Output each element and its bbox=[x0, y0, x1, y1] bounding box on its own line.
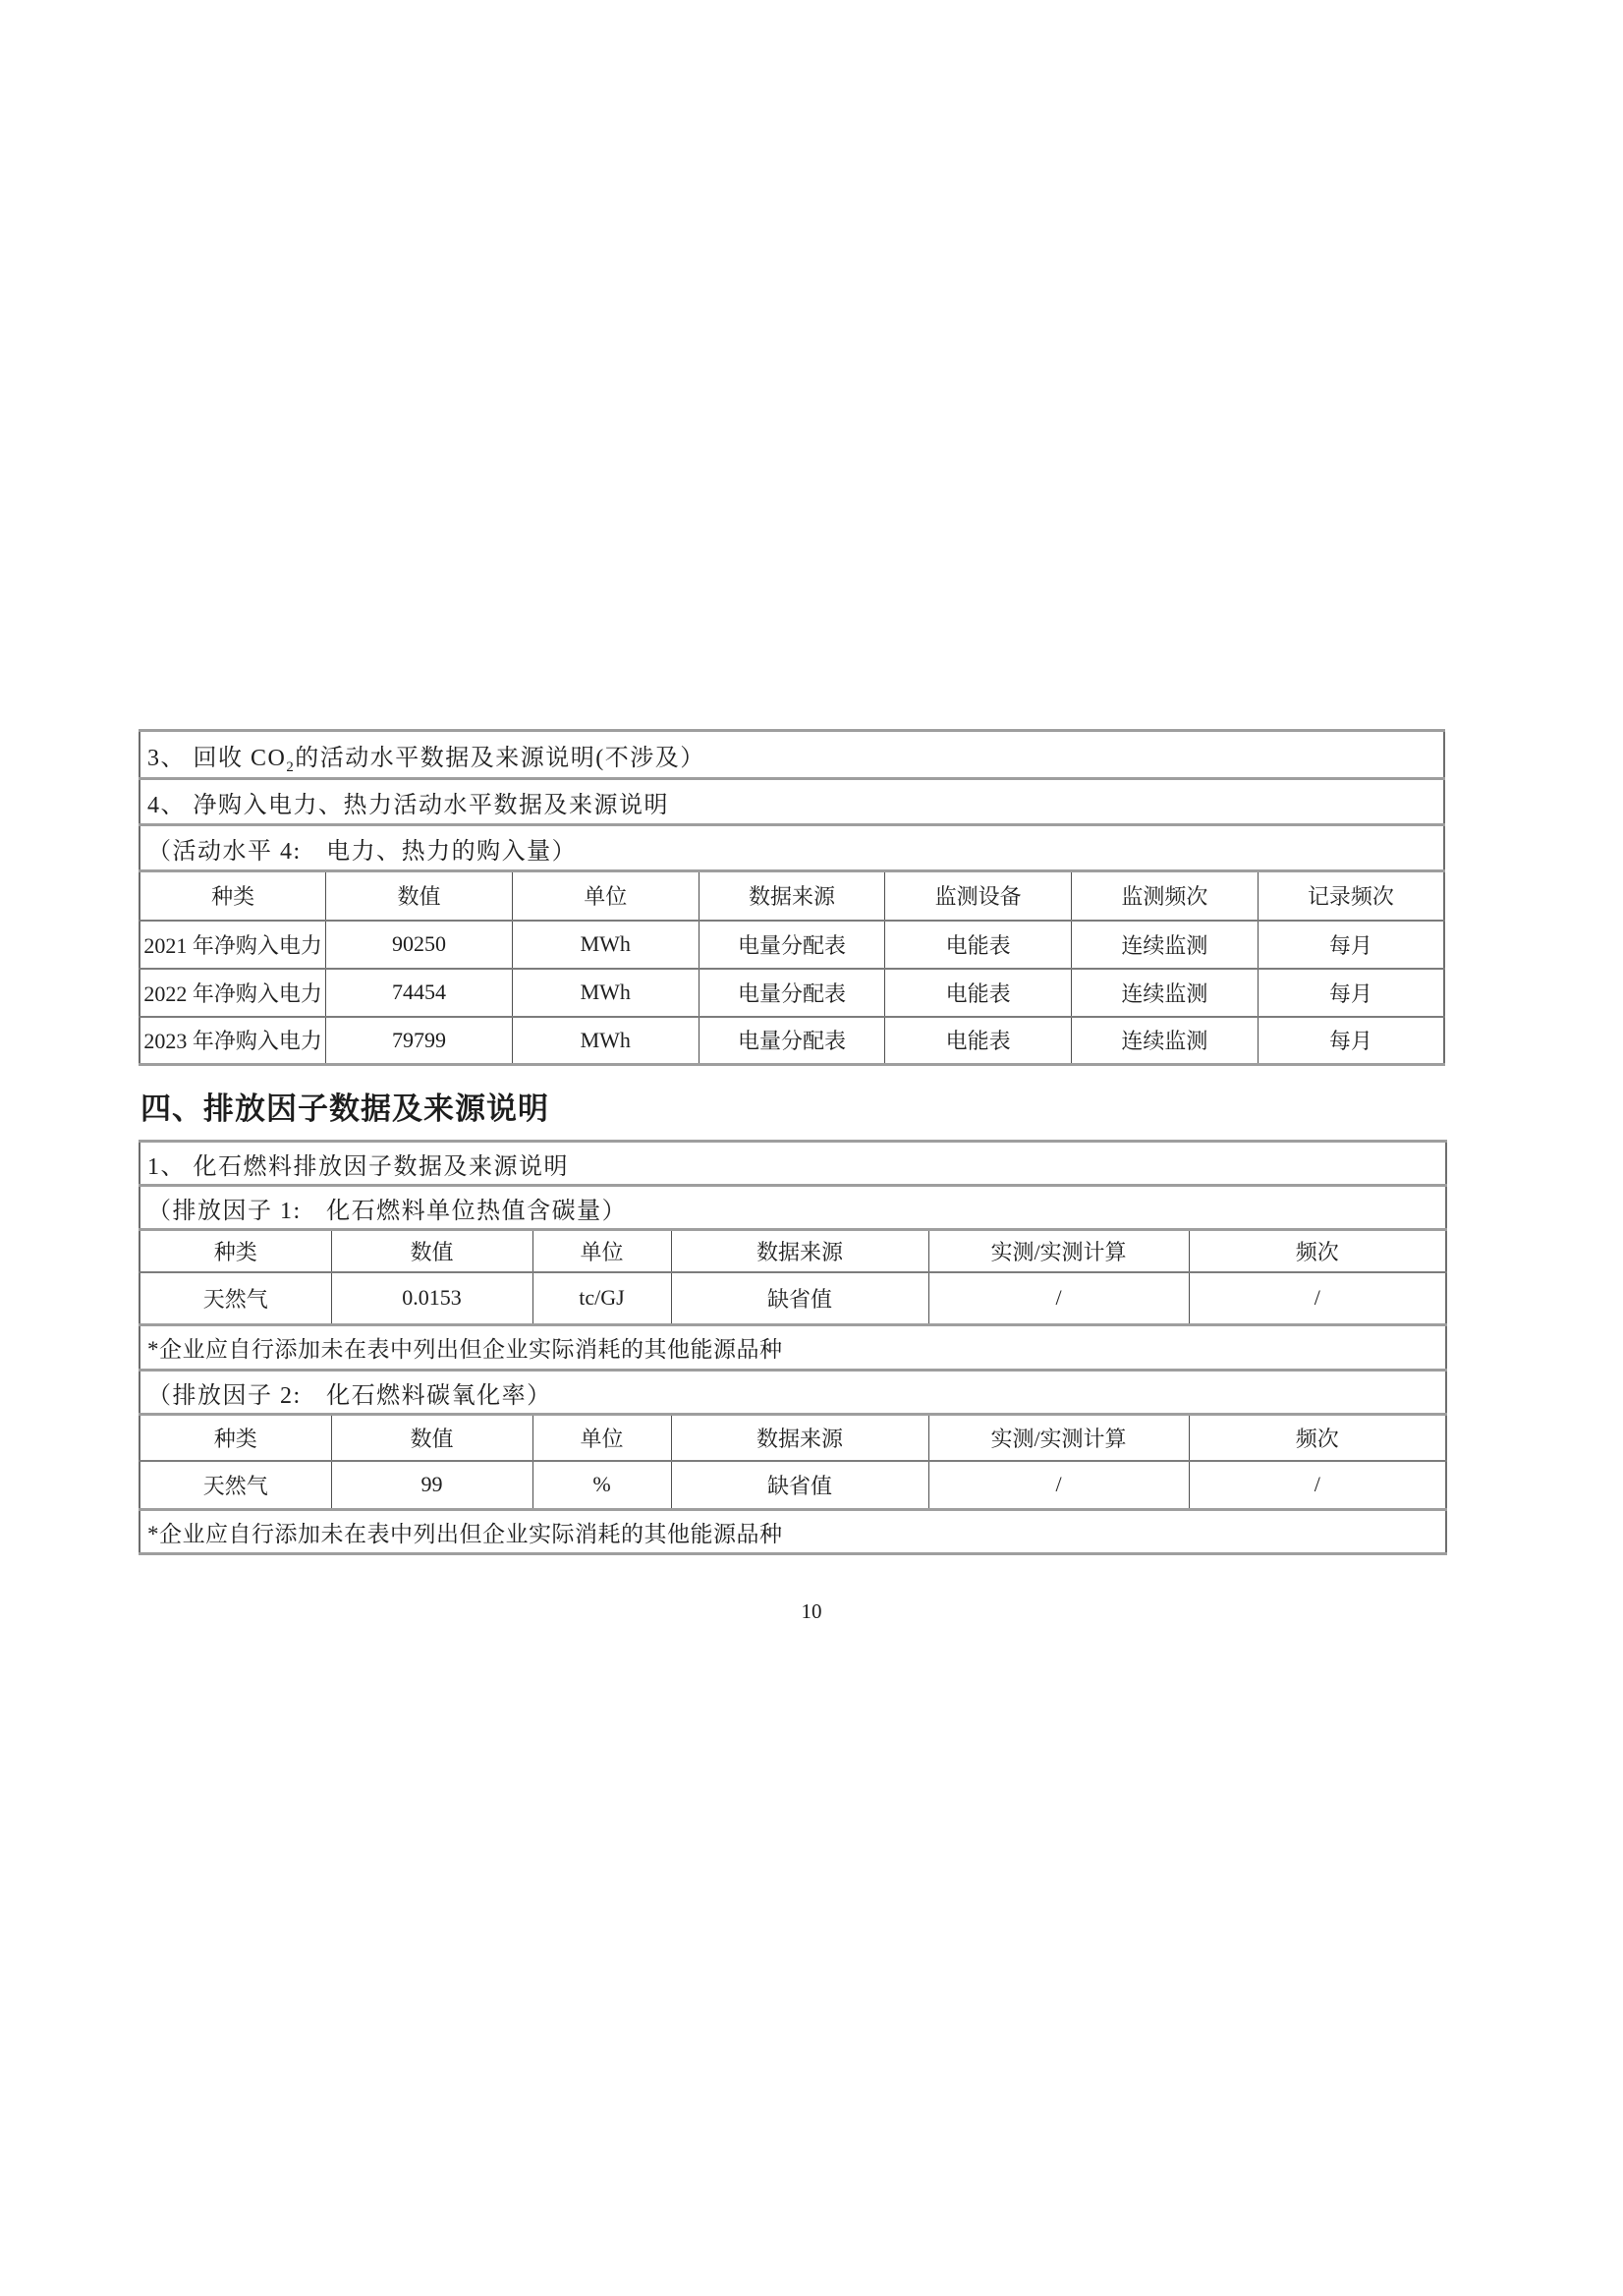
table-row-title bbox=[140, 1142, 1446, 1186]
column-header: 数据来源 bbox=[699, 871, 885, 921]
column-header: 数值 bbox=[331, 1415, 532, 1461]
table-header-row bbox=[140, 1415, 1446, 1461]
factor1-caption: （排放因子 1: 化石燃料单位热值含碳量） bbox=[140, 1186, 1446, 1230]
recovered-co2-note bbox=[140, 731, 1444, 779]
column-header: 频次 bbox=[1189, 1230, 1446, 1272]
emission-factor-table bbox=[139, 1140, 1447, 1555]
table-cell: / bbox=[928, 1461, 1189, 1510]
column-header: 频次 bbox=[1189, 1415, 1446, 1461]
table-row-caption bbox=[140, 1186, 1446, 1230]
factor2-caption: （排放因子 2: 化石燃料碳氧化率） bbox=[140, 1371, 1446, 1415]
table-row-net-purchased bbox=[140, 779, 1444, 825]
table-cell: % bbox=[532, 1461, 671, 1510]
table-row bbox=[140, 1461, 1446, 1510]
table-cell: 天然气 bbox=[140, 1461, 331, 1510]
table-cell: 0.0153 bbox=[331, 1272, 532, 1325]
table-cell: MWh bbox=[512, 921, 699, 969]
table-cell: 连续监测 bbox=[1072, 1017, 1259, 1065]
co2-subscript: 2 bbox=[286, 758, 296, 775]
column-header: 种类 bbox=[140, 1415, 331, 1461]
table-cell: 天然气 bbox=[140, 1272, 331, 1325]
column-header: 实测/实测计算 bbox=[928, 1415, 1189, 1461]
table-row-caption bbox=[140, 1371, 1446, 1415]
table-cell: / bbox=[1189, 1461, 1446, 1510]
net-purchased-note: 4、 净购入电力、热力活动水平数据及来源说明 bbox=[140, 779, 1444, 825]
column-header: 数据来源 bbox=[671, 1415, 928, 1461]
table-cell: 电量分配表 bbox=[699, 921, 885, 969]
table-cell: tc/GJ bbox=[532, 1272, 671, 1325]
table-header-row bbox=[140, 871, 1444, 921]
page-number: 10 bbox=[801, 1599, 822, 1623]
table-cell: 79799 bbox=[326, 1017, 513, 1065]
table-cell: 电能表 bbox=[885, 969, 1072, 1017]
table-cell: 每月 bbox=[1258, 969, 1444, 1017]
table-row-footnote bbox=[140, 1510, 1446, 1554]
note-text: 的活动水平数据及来源说明(不涉及） bbox=[295, 745, 705, 771]
table-cell: 缺省值 bbox=[671, 1461, 928, 1510]
table-cell: 每月 bbox=[1258, 1017, 1444, 1065]
column-header: 数据来源 bbox=[671, 1230, 928, 1272]
table-cell: 连续监测 bbox=[1072, 969, 1259, 1017]
column-header: 数值 bbox=[326, 871, 513, 921]
activity-caption: （活动水平 4: 电力、热力的购入量） bbox=[140, 825, 1444, 871]
table-cell: MWh bbox=[512, 1017, 699, 1065]
table-cell: / bbox=[1189, 1272, 1446, 1325]
table-cell: 电能表 bbox=[885, 1017, 1072, 1065]
table-row bbox=[140, 921, 1444, 969]
table-row bbox=[140, 1272, 1446, 1325]
column-header: 实测/实测计算 bbox=[928, 1230, 1189, 1272]
table-row bbox=[140, 1017, 1444, 1065]
table-cell: 连续监测 bbox=[1072, 921, 1259, 969]
column-header: 数值 bbox=[331, 1230, 532, 1272]
column-header: 单位 bbox=[512, 871, 699, 921]
section-heading: 四、排放因子数据及来源说明 bbox=[140, 1092, 549, 1126]
table-cell: 电量分配表 bbox=[699, 969, 885, 1017]
table-cell: 2021 年净购入电力 bbox=[140, 921, 326, 969]
table-row bbox=[140, 969, 1444, 1017]
table-cell: 74454 bbox=[326, 969, 513, 1017]
table-cell: 2023 年净购入电力 bbox=[140, 1017, 326, 1065]
column-header: 监测设备 bbox=[885, 871, 1072, 921]
table-cell: / bbox=[928, 1272, 1189, 1325]
footnote-text: *企业应自行添加未在表中列出但企业实际消耗的其他能源品种 bbox=[140, 1510, 1446, 1554]
column-header: 监测频次 bbox=[1072, 871, 1259, 921]
table-header-row bbox=[140, 1230, 1446, 1272]
column-header: 单位 bbox=[532, 1415, 671, 1461]
table-cell: 电能表 bbox=[885, 921, 1072, 969]
footnote-text: *企业应自行添加未在表中列出但企业实际消耗的其他能源品种 bbox=[140, 1325, 1446, 1371]
table-cell: 2022 年净购入电力 bbox=[140, 969, 326, 1017]
activity-level-table bbox=[139, 729, 1445, 1066]
table-row-recovered-co2 bbox=[140, 731, 1444, 779]
table-cell: 缺省值 bbox=[671, 1272, 928, 1325]
column-header: 记录频次 bbox=[1258, 871, 1444, 921]
table-row-footnote bbox=[140, 1325, 1446, 1371]
fossil-fuel-factor-title: 1、 化石燃料排放因子数据及来源说明 bbox=[140, 1142, 1446, 1186]
table-cell: 90250 bbox=[326, 921, 513, 969]
note-text: 3、 回收 CO bbox=[147, 745, 287, 771]
table-cell: 99 bbox=[331, 1461, 532, 1510]
column-header: 种类 bbox=[140, 871, 326, 921]
table-cell: MWh bbox=[512, 969, 699, 1017]
table-cell: 电量分配表 bbox=[699, 1017, 885, 1065]
table-row-caption bbox=[140, 825, 1444, 871]
column-header: 种类 bbox=[140, 1230, 331, 1272]
table-cell: 每月 bbox=[1258, 921, 1444, 969]
column-header: 单位 bbox=[532, 1230, 671, 1272]
